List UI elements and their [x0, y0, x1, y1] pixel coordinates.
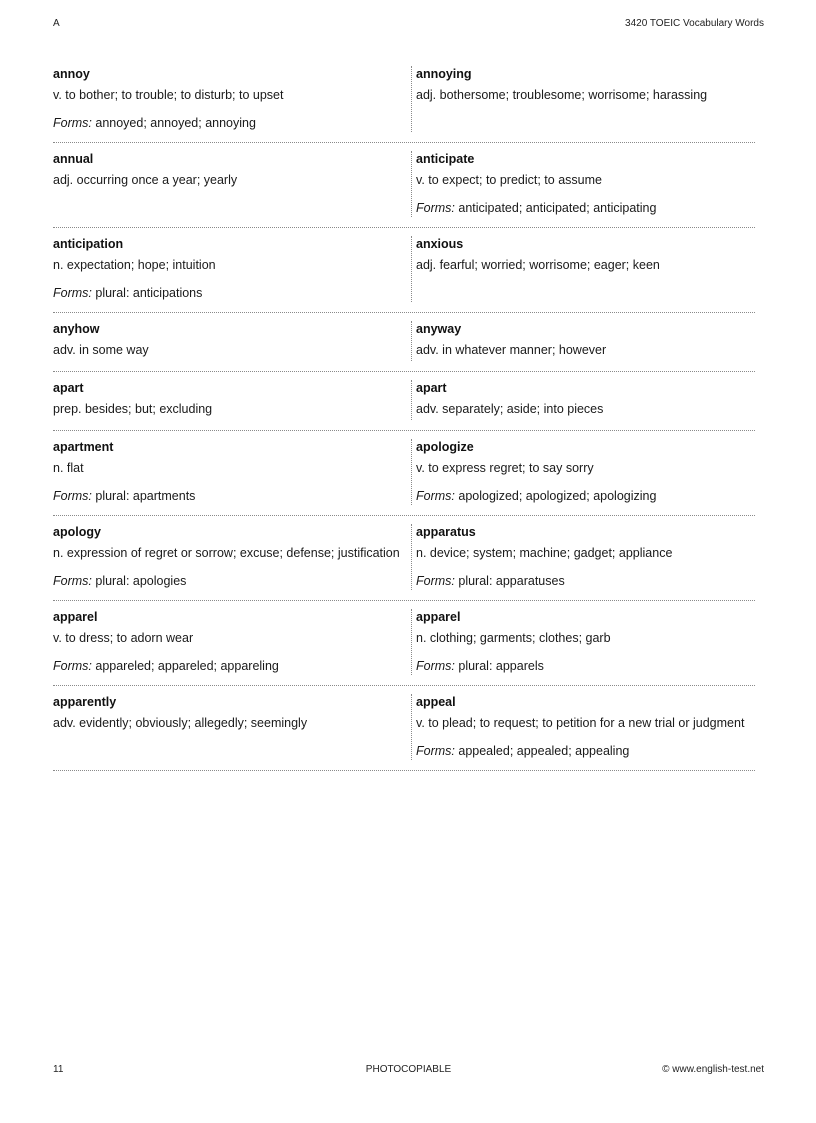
entry-word: anyway	[416, 322, 462, 336]
vocab-entry	[53, 524, 411, 590]
vocab-entry	[53, 609, 411, 675]
table-row	[53, 516, 755, 601]
entry-word: apartment	[53, 440, 114, 454]
vocab-entry	[411, 66, 755, 132]
table-row	[53, 686, 755, 771]
vocab-entry	[411, 524, 755, 590]
page-header	[53, 17, 764, 31]
forms-label: Forms:	[53, 286, 92, 300]
entry-word: anyhow	[53, 322, 100, 336]
entry-forms	[53, 657, 401, 675]
vocab-entry	[411, 694, 755, 760]
page-number: 11	[53, 1064, 64, 1075]
table-row	[53, 313, 755, 372]
entry-word: apparently	[53, 695, 117, 709]
vocab-entry	[411, 151, 755, 217]
entry-definition: adv. in some way	[53, 343, 149, 357]
table-row	[53, 58, 755, 143]
forms-label: Forms:	[53, 116, 92, 130]
table-row	[53, 143, 755, 228]
entry-word: anxious	[416, 237, 464, 251]
entry-word: anticipation	[53, 237, 124, 251]
entry-word: apologize	[416, 440, 474, 454]
page-footer	[53, 1063, 764, 1077]
forms-value: annoyed; annoyed; annoying	[95, 116, 256, 130]
forms-label: Forms:	[53, 489, 92, 503]
entry-definition: adv. separately; aside; into pieces	[416, 402, 604, 416]
vocab-entry	[411, 380, 755, 420]
forms-label: Forms:	[53, 659, 92, 673]
entry-forms	[416, 199, 755, 217]
table-row	[53, 228, 755, 313]
entry-definition: adj. bothersome; troublesome; worrisome; harassing	[416, 88, 708, 102]
forms-value: plural: apologies	[95, 574, 187, 588]
entry-definition: adv. in whatever manner; however	[416, 343, 607, 357]
table-row	[53, 431, 755, 516]
vocab-entry	[53, 236, 411, 302]
entry-word: apart	[416, 381, 447, 395]
forms-value: plural: apartments	[95, 489, 196, 503]
forms-value: appealed; appealed; appealing	[458, 744, 630, 758]
vocab-entry	[53, 439, 411, 505]
website-credit: © www.english-test.net	[662, 1064, 764, 1075]
entry-definition: v. to expect; to predict; to assume	[416, 173, 602, 187]
entry-word: apart	[53, 381, 84, 395]
entry-forms	[53, 284, 401, 302]
vocab-entry	[53, 66, 411, 132]
entry-word: annual	[53, 152, 94, 166]
entry-definition: v. to express regret; to say sorry	[416, 461, 594, 475]
entry-forms	[416, 742, 755, 760]
forms-value: plural: anticipations	[95, 286, 203, 300]
vocabulary-table	[53, 58, 755, 771]
table-row	[53, 372, 755, 431]
forms-label: Forms:	[416, 574, 455, 588]
entry-word: apparel	[53, 610, 98, 624]
vocab-entry	[411, 439, 755, 505]
vocab-entry	[53, 321, 411, 361]
photocopiable-label: PHOTOCOPIABLE	[365, 1064, 452, 1075]
table-row	[53, 601, 755, 686]
vocab-entry	[53, 694, 411, 760]
entry-definition: n. expression of regret or sorrow; excuse; defense; justification	[53, 546, 400, 560]
entry-definition: v. to bother; to trouble; to disturb; to upset	[53, 88, 284, 102]
entry-forms	[53, 114, 401, 132]
entry-word: anticipate	[416, 152, 475, 166]
forms-label: Forms:	[416, 659, 455, 673]
entry-forms	[53, 487, 401, 505]
entry-word: apparel	[416, 610, 461, 624]
entry-definition: n. flat	[53, 461, 84, 475]
entry-definition: v. to dress; to adorn wear	[53, 631, 194, 645]
entry-word: apparatus	[416, 525, 476, 539]
forms-value: plural: apparels	[458, 659, 544, 673]
entry-word: appeal	[416, 695, 456, 709]
vocab-entry	[53, 380, 411, 420]
forms-value: plural: apparatuses	[458, 574, 565, 588]
entry-forms	[416, 572, 755, 590]
entry-definition: prep. besides; but; excluding	[53, 402, 213, 416]
vocab-entry	[53, 151, 411, 217]
vocab-entry	[411, 609, 755, 675]
entry-definition: adv. evidently; obviously; allegedly; seemingly	[53, 716, 308, 730]
forms-label: Forms:	[416, 744, 455, 758]
entry-forms	[416, 487, 755, 505]
entry-definition: n. expectation; hope; intuition	[53, 258, 216, 272]
entry-definition: adj. fearful; worried; worrisome; eager; keen	[416, 258, 660, 272]
entry-forms	[416, 657, 755, 675]
entry-definition: adj. occurring once a year; yearly	[53, 173, 238, 187]
entry-definition: n. clothing; garments; clothes; garb	[416, 631, 611, 645]
forms-value: appareled; appareled; appareling	[95, 659, 279, 673]
entry-word: apology	[53, 525, 101, 539]
forms-label: Forms:	[416, 201, 455, 215]
forms-value: apologized; apologized; apologizing	[458, 489, 657, 503]
forms-value: anticipated; anticipated; anticipating	[458, 201, 657, 215]
forms-label: Forms:	[53, 574, 92, 588]
vocab-entry	[411, 321, 755, 361]
entry-definition: v. to plead; to request; to petition for a new trial or judgment	[416, 716, 745, 730]
entry-word: annoy	[53, 67, 90, 81]
entry-word: annoying	[416, 67, 472, 81]
document-title: 3420 TOEIC Vocabulary Words	[625, 18, 764, 29]
entry-definition: n. device; system; machine; gadget; appliance	[416, 546, 673, 560]
entry-forms	[53, 572, 401, 590]
vocab-entry	[411, 236, 755, 302]
section-letter: A	[53, 18, 60, 29]
forms-label: Forms:	[416, 489, 455, 503]
